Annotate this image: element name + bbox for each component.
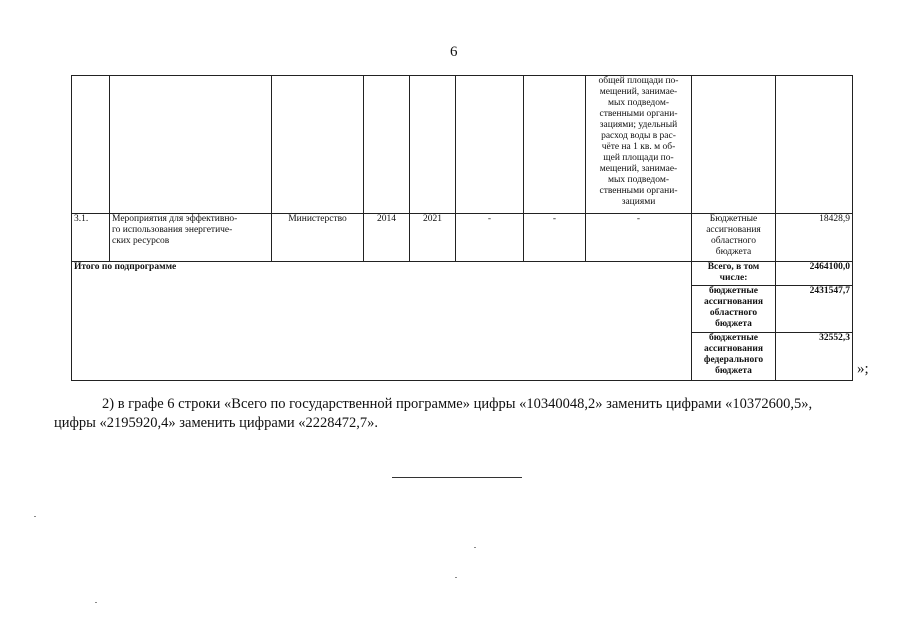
subprogram-total-label: Итого по подпрограмме	[72, 262, 692, 381]
executor-cell: Министерство	[272, 214, 364, 262]
table-row-continued	[72, 76, 853, 214]
page-number: 6	[450, 44, 458, 60]
amendment-paragraph	[54, 395, 854, 433]
year-start-cell: 2014	[364, 214, 410, 262]
regional-source-cell: бюджетные ассигнования областного бюджета	[692, 286, 776, 333]
federal-source-cell: бюджетные ассигнования федерального бюджета	[692, 333, 776, 381]
indicator-text-cell: общей площади по- мещений, занимае- мых подведом- ственными органи- зациями; удельный расход воды в рас- чёте на 1 кв. м об- щей площади по- мещений, занимае- мых подведом- ственными органи- зациями	[586, 76, 692, 214]
table-row-total	[72, 262, 853, 286]
activity-name-cell: Мероприятия для эффективно- го использования энергетиче- ских ресурсов	[110, 214, 272, 262]
table-row-3-1	[72, 214, 853, 262]
budget-table	[71, 75, 853, 381]
closing-quote: »;	[857, 361, 869, 377]
regional-amount-cell: 2431547,7	[776, 286, 853, 333]
paragraph-line-1: 2) в графе 6 строки «Всего по государственной программе» цифры «10340048,2» заменить цифрами «10372600,5»,	[102, 396, 813, 412]
dash-cell-8: -	[586, 214, 692, 262]
scan-speck	[95, 602, 97, 603]
scan-speck	[474, 547, 476, 548]
scan-speck	[34, 516, 36, 517]
year-end-cell: 2021	[410, 214, 456, 262]
paragraph-line-2: цифры «2195920,4» заменить цифрами «2228472,7».	[54, 415, 379, 431]
total-amount-cell: 2464100,0	[776, 262, 853, 286]
total-source-cell: Всего, в том числе:	[692, 262, 776, 286]
funding-source-cell: Бюджетные ассигнования областного бюджета	[692, 214, 776, 262]
scan-speck	[455, 577, 457, 578]
amount-cell: 18428,9	[776, 214, 853, 262]
dash-cell-6: -	[456, 214, 524, 262]
dash-cell-7: -	[524, 214, 586, 262]
federal-amount-cell: 32552,3	[776, 333, 853, 381]
separator-line	[392, 477, 522, 478]
row-number-cell: 3.1.	[72, 214, 110, 262]
